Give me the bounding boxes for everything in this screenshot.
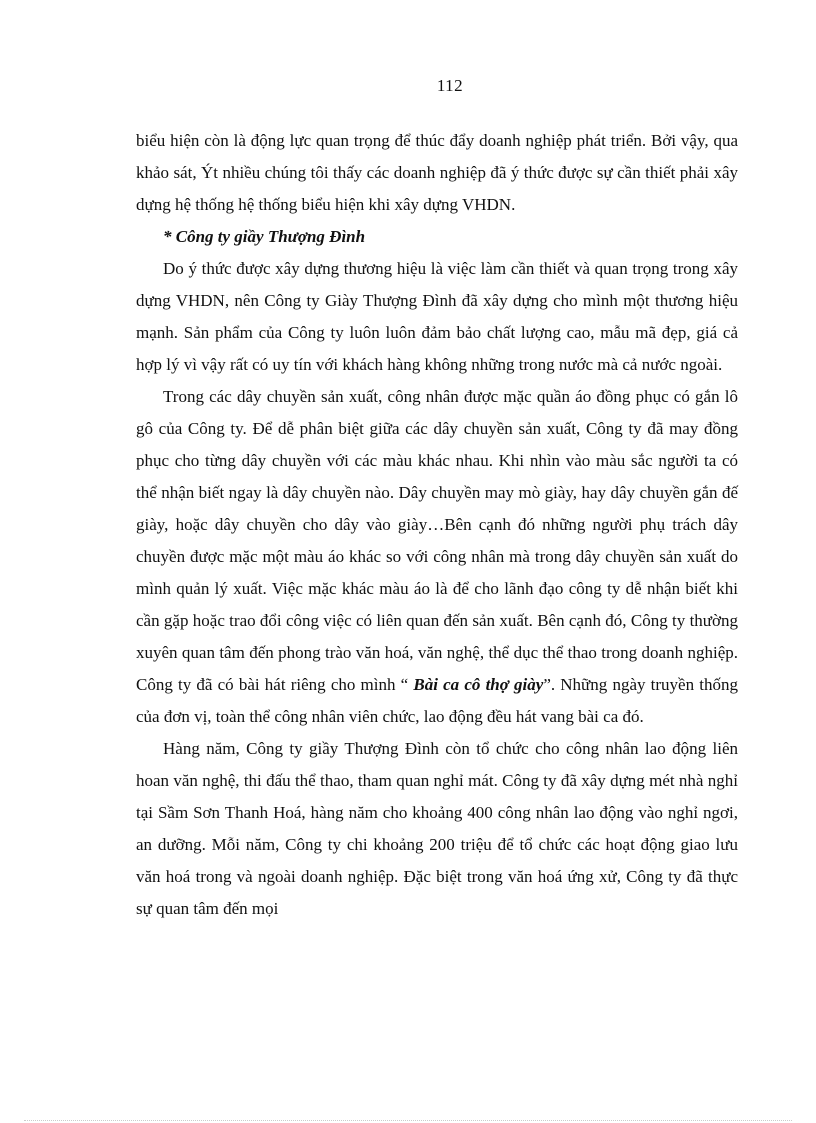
paragraph-brand: Do ý thức được xây dựng thương hiệu là việc làm cần thiết và quan trọng trong xây dựng VHDN, nên Công ty Giày Thượng Đình đã xây dựng cho mình một thương hiệu mạnh. Sản phẩm của Công ty luôn luôn đảm bảo chất lượng cao, mẫu mã đẹp, giá cả hợp lý vì vậy rất có uy tín với khách hàng không những trong nước mà cả nước ngoài.: [136, 259, 738, 374]
document-body: [136, 125, 738, 925]
page-bottom-divider: [24, 1120, 792, 1121]
paragraph-uniforms-text-end: ”. Những ngày truyền thống của đơn vị, toàn thể công nhân viên chức, lao động đều hát vang bài ca đó.: [136, 675, 738, 726]
section-heading: * Công ty giầy Thượng Đình: [163, 227, 366, 246]
paragraph-uniforms: [136, 381, 738, 733]
paragraph-continued: biểu hiện còn là động lực quan trọng để thúc đẩy doanh nghiệp phát triển. Bởi vậy, qua khảo sát, Ýt nhiều chúng tôi thấy các doanh nghiệp đã ý thức được sự cần thiết phải xây dựng hệ thống hệ thống biểu hiện khi xây dựng VHDN.: [136, 131, 738, 214]
paragraph-activities: Hàng năm, Công ty giầy Thượng Đình còn tổ chức cho công nhân lao động liên hoan văn nghệ, thi đấu thể thao, tham quan nghỉ mát. Công ty đã xây dựng mét nhà nghỉ tại Sầm Sơn Thanh Hoá, hàng năm cho khoảng 400 công nhân lao động vào nghỉ ngơi, an dưỡng. Mỗi năm, Công ty chi khoảng 200 triệu để tổ chức các hoạt động giao lưu văn hoá trong và ngoài doanh nghiệp. Đặc biệt trong văn hoá ứng xử, Công ty đã thực sự quan tâm đến mọi: [136, 739, 738, 918]
paragraph-uniforms-text: Trong các dây chuyền sản xuất, công nhân được mặc quần áo đồng phục có gắn lô gô của Công ty. Để dễ phân biệt giữa các dây chuyền sản xuất, Công ty đã may đồng phục cho từng dây chuyền với các màu khác nhau. Khi nhìn vào màu sắc người ta có thể nhận biết ngay là dây chuyền nào. Dây chuyền may mò giày, hay dây chuyền gắn đế giày, hoặc dây chuyền cho dây vào giày…Bên cạnh đó những người phụ trách dây chuyền được mặc một màu áo khác so với công nhân mà trong dây chuyền sản xuất do mình quản lý xuất. Việc mặc khác màu áo là để cho lãnh đạo công ty dễ nhận biết khi cần gặp hoặc trao đổi công việc có liên quan đến sản xuất. Bên cạnh đó, Công ty thường xuyên quan tâm đến phong trào văn hoá, văn nghệ, thể dục thể thao trong doanh nghiệp. Công ty đã có bài hát riêng cho mình “: [136, 387, 738, 694]
page-number: 112: [436, 76, 464, 95]
song-title: Bài ca cô thợ giày: [408, 675, 544, 694]
